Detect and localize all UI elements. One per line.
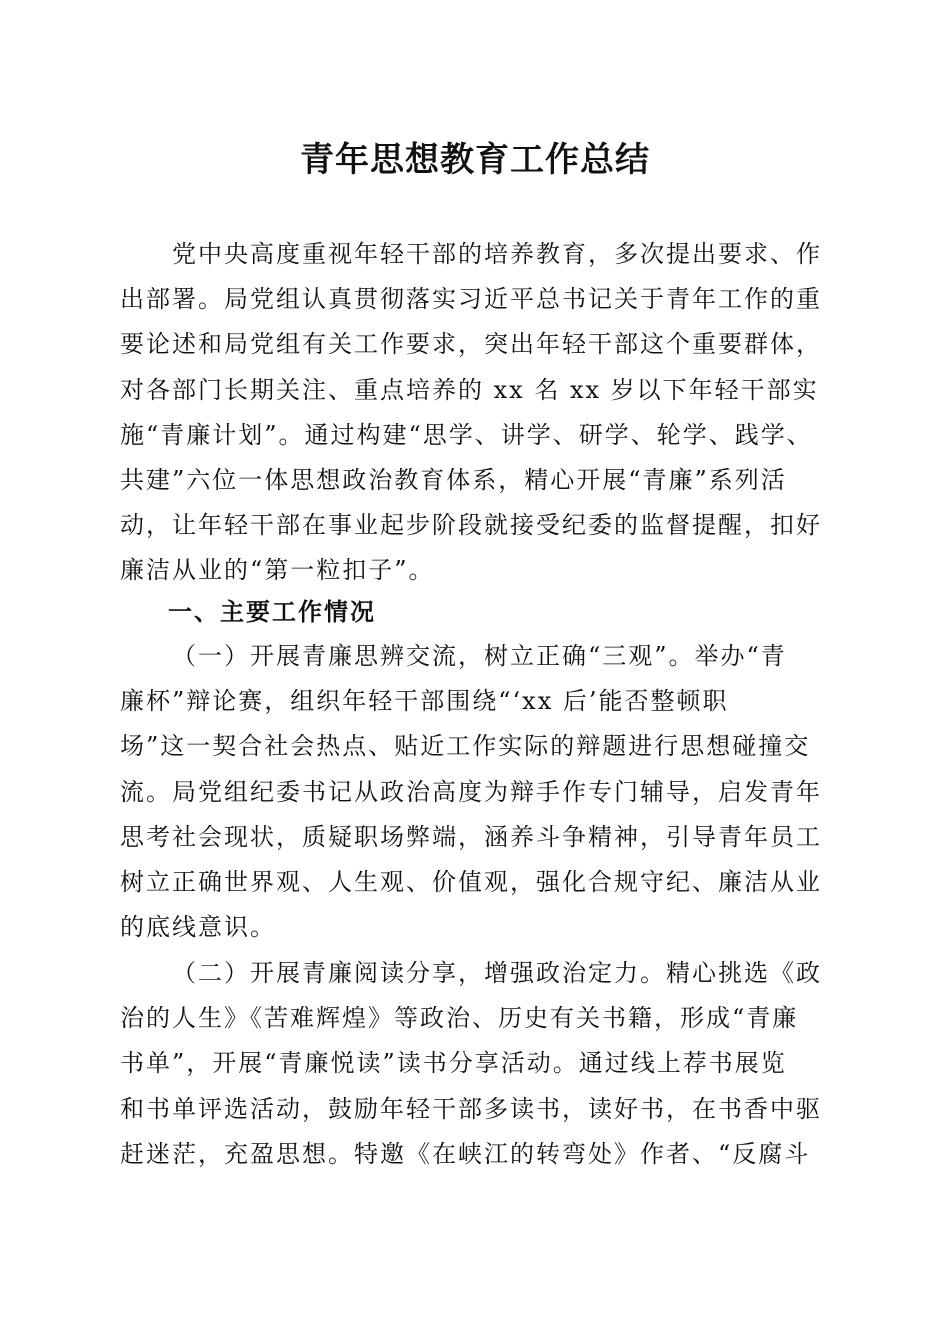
intro-line: 动，让年轻干部在事业起步阶段就接受纪委的监督提醒，扣好	[120, 511, 822, 540]
intro-line: 要论述和局党组有关工作要求，突出年轻干部这个重要群体，	[120, 330, 822, 359]
section2-line: 治的人生》《苦难辉煌》等政治、历史有关书籍，形成“青廉	[120, 1004, 799, 1033]
document-title: 青年思想教育工作总结	[300, 140, 650, 180]
section2-line: 和书单评选活动，鼓励年轻干部多读书，读好书，在书香中驱	[120, 1094, 822, 1123]
section1-line: 思考社会现状，质疑职场弊端，涵养斗争精神，引导青年员工	[120, 822, 822, 851]
section1-line: 的底线意识。	[120, 913, 276, 942]
intro-line: 对各部门长期关注、重点培养的 xx 名 xx 岁以下年轻干部实	[120, 375, 819, 404]
intro-line: 党中央高度重视年轻干部的培养教育，多次提出要求、作	[172, 240, 822, 268]
section-heading: 一、主要工作情况	[168, 598, 376, 626]
section1-line: 场”这一契合社会热点、贴近工作实际的辩题进行思想碰撞交	[120, 732, 811, 761]
section2-paragraph	[120, 951, 832, 1177]
section2-line: （二）开展青廉阅读分享，增强政治定力。精心挑选《政	[172, 959, 822, 987]
intro-paragraph	[120, 232, 832, 594]
intro-line: 共建”六位一体思想政治教育体系，精心开展“青廉”系列活	[120, 466, 787, 495]
section1-line: 廉杯”辩论赛，组织年轻干部围绕“‘xx 后’能否整顿职	[120, 687, 729, 716]
intro-line: 施“青廉计划”。通过构建“思学、讲学、研学、轮学、践学、	[120, 420, 813, 449]
section2-line: 书单”，开展“青廉悦读”读书分享活动。通过线上荐书展览	[120, 1049, 787, 1078]
section2-line: 赶迷茫，充盈思想。特邀《在峡江的转弯处》作者、“反腐斗	[120, 1139, 811, 1168]
intro-line: 出部署。局党组认真贯彻落实习近平总书记关于青年工作的重	[120, 285, 822, 314]
section1-paragraph	[120, 634, 832, 950]
section1-line: （一）开展青廉思辨交流，树立正确“三观”。举办“青	[172, 642, 787, 670]
section1-line: 流。局党组纪委书记从政治高度为辩手作专门辅导，启发青年	[120, 777, 822, 806]
intro-line: 廉洁从业的“第一粒扣子”。	[120, 556, 435, 585]
section1-line: 树立正确世界观、人生观、价值观，强化合规守纪、廉洁从业	[120, 868, 822, 897]
